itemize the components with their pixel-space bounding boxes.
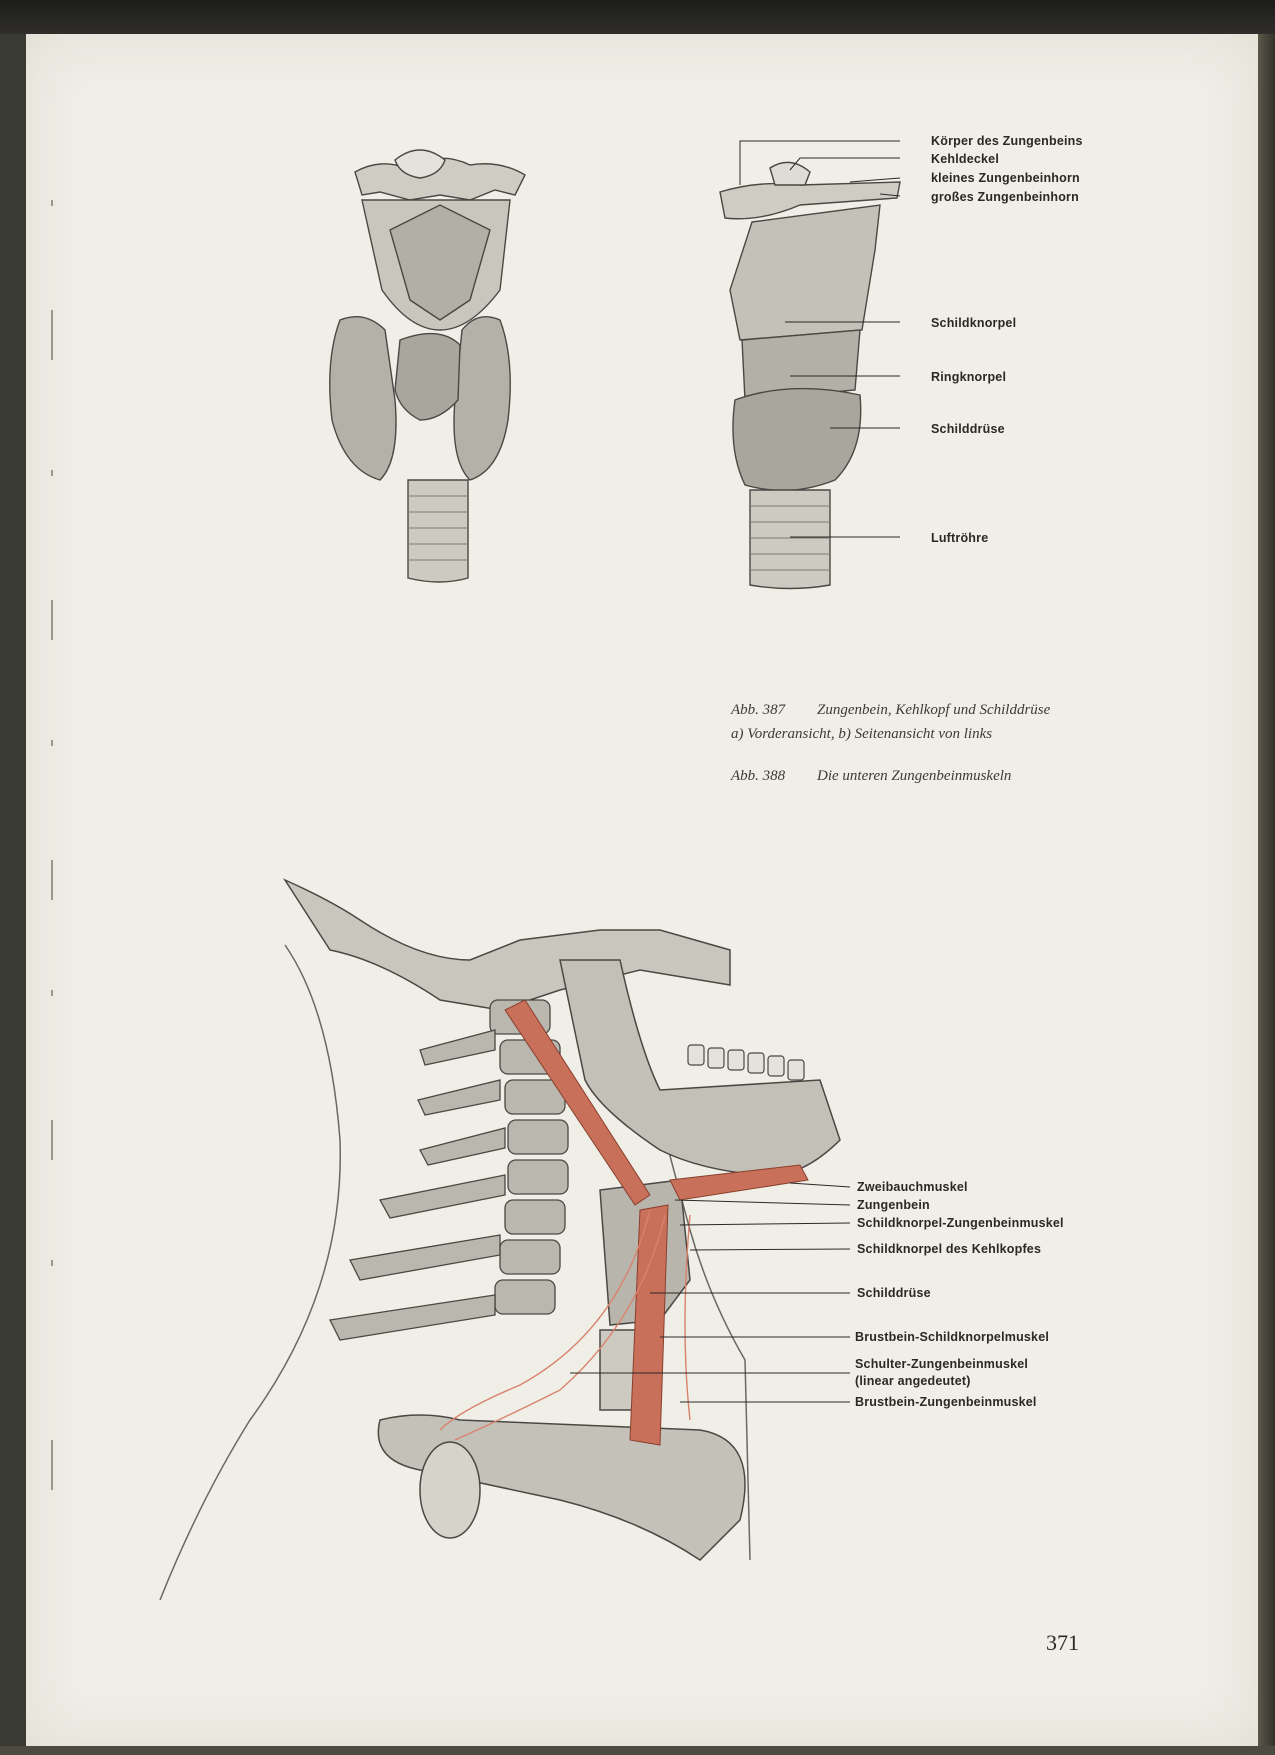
label-brustbein-zungenbeinmuskel: Brustbein-Zungenbeinmuskel	[855, 1395, 1037, 1409]
caption-figure-387-line2: a) Vorderansicht, b) Seitenansicht von links	[731, 726, 993, 742]
label-zweibauchmuskel: Zweibauchmuskel	[857, 1180, 968, 1194]
label-zungenbein: Zungenbein	[857, 1198, 930, 1212]
label-schildknorpel-zungenbeinmuskel: Schildknorpel-Zungenbeinmuskel	[857, 1216, 1064, 1230]
larynx-side-view-drawing	[720, 162, 900, 588]
caption-388-number: Abb. 388	[731, 768, 786, 784]
label-koerper-des-zungenbeins: Körper des Zungenbeins	[931, 134, 1083, 148]
label-schilddruese: Schilddrüse	[931, 422, 1005, 436]
label-schildknorpel: Schildknorpel	[931, 316, 1017, 330]
caption-figure-387-line1	[731, 702, 1050, 719]
label-schildknorpel-des-kehlkopfes: Schildknorpel des Kehlkopfes	[857, 1242, 1042, 1256]
caption-387-number: Abb. 387	[731, 702, 786, 718]
larynx-front-view-drawing	[330, 150, 525, 582]
page-number: 371	[1046, 1630, 1079, 1655]
label-kehldeckel: Kehldeckel	[931, 152, 1000, 166]
label-schulter-zungenbeinmuskel: Schulter-Zungenbeinmuskel	[855, 1357, 1029, 1371]
caption-387-title: Zungenbein, Kehlkopf und Schilddrüse	[817, 702, 1051, 718]
label-luftroehre: Luftröhre	[931, 531, 989, 545]
label-ringknorpel: Ringknorpel	[931, 370, 1007, 384]
label-schilddruese-388: Schilddrüse	[857, 1286, 931, 1300]
neck-muscles-drawing	[160, 880, 840, 1600]
caption-figure-388	[731, 768, 1011, 785]
label-linear-angedeutet: (linear angedeutet)	[855, 1374, 971, 1388]
label-grosses-zungenbeinhorn: großes Zungenbeinhorn	[931, 190, 1079, 204]
caption-388-title: Die unteren Zungenbeinmuskeln	[817, 768, 1012, 784]
label-brustbein-schildknorpelmuskel: Brustbein-Schildknorpelmuskel	[855, 1330, 1050, 1344]
label-kleines-zungenbeinhorn: kleines Zungenbeinhorn	[931, 171, 1080, 185]
